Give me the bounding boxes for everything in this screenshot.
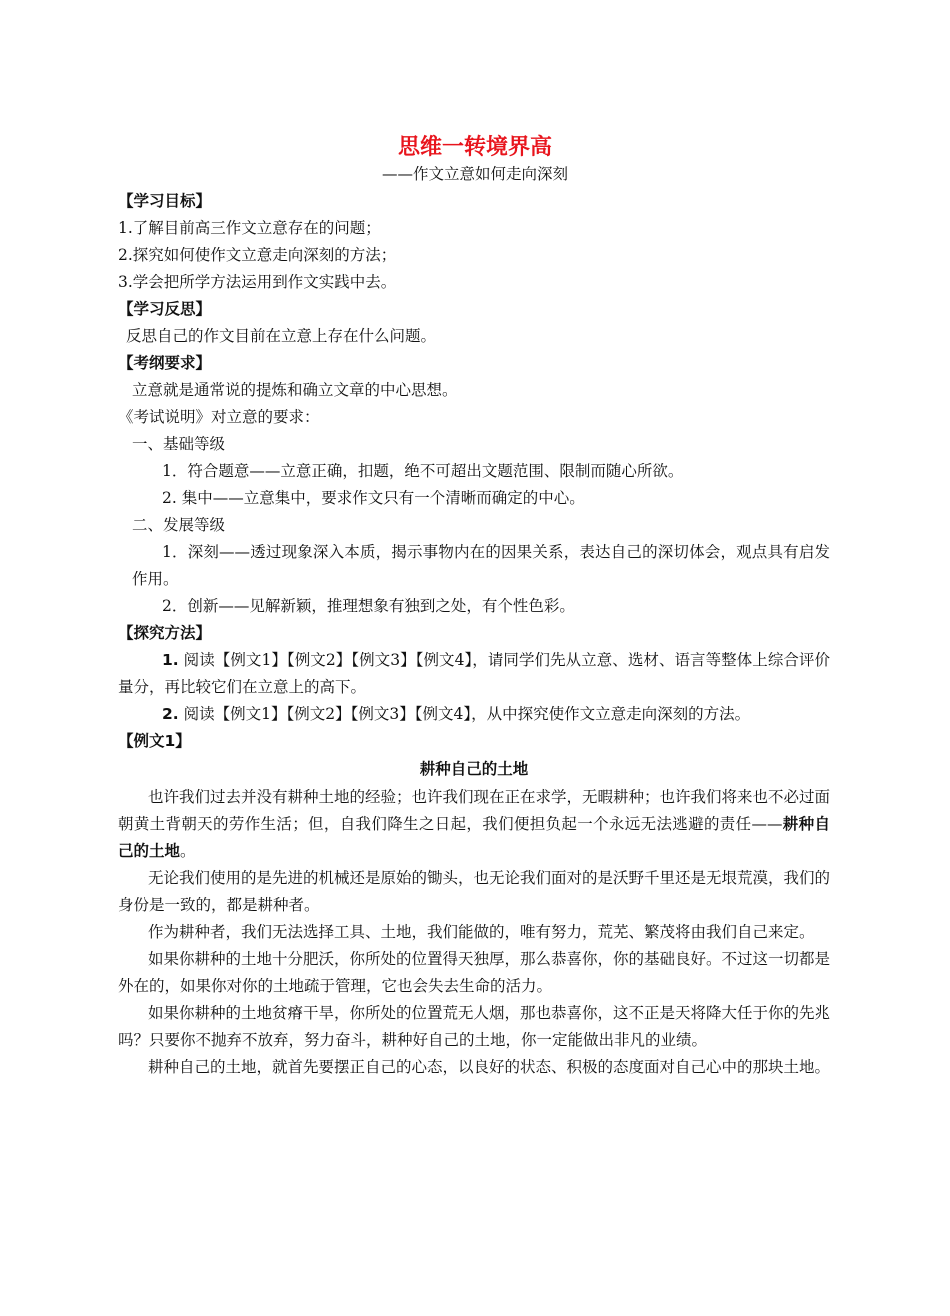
section-heading-reflection: 【学习反思】 [118,300,212,318]
essay-paragraph: 耕种自己的土地，就首先要摆正自己的心态，以良好的状态、积极的态度面对自己心中的那块土地。 [148,1058,831,1076]
level-basic-item: 2. 集中——立意集中，要求作文只有一个清晰而确定的中心。 [162,489,585,507]
level-advanced-item: 2．创新——见解新颖，推理想象有独到之处，有个性色彩。 [162,597,575,615]
method-number: 2. [162,705,179,723]
essay-paragraph: 如果你耕种的土地贫瘠干旱，你所处的位置荒无人烟，那也恭喜你，这不正是天将降大任于你的先兆吗？只要你不抛弃不放弃，努力奋斗，耕种好自己的土地，你一定能做出非凡的业绩。 [118,1004,831,1049]
method-text: 阅读【例文1】【例文2】【例文3】【例文4】，请同学们先从立意、选材、语言等整体上综合评价量分，再比较它们在立意上的高下。 [118,651,830,696]
page-subtitle: ——作文立意如何走向深刻 [381,165,568,183]
essay-paragraph [118,784,830,865]
requirements-intro: 立意就是通常说的提炼和确立文章的中心思想。 [132,381,458,399]
essay-text: 也许我们过去并没有耕种土地的经验；也许我们现在正在求学，无暇耕种；也许我们将来也不必过面朝黄土背朝天的劳作生活；但，自我们降生之日起，我们便担负起一个永远无法逃避的责任—— [118,788,831,833]
level-basic-item: 1．符合题意——立意正确，扣题，绝不可超出文题范围、限制而随心所欲。 [162,462,684,480]
section-heading-goals: 【学习目标】 [118,192,212,210]
essay-paragraph: 作为耕种者，我们无法选择工具、土地，我们能做的，唯有努力，荒芜、繁茂将由我们自己来定。 [148,923,815,941]
method-item [118,647,830,701]
reflection-text: 反思自己的作文目前在立意上存在什么问题。 [126,327,437,345]
level-advanced-item: 1．深刻——透过现象深入本质，揭示事物内在的因果关系，表达自己的深切体会，观点具有启发作用。 [132,543,830,588]
level-basic-heading: 一、基础等级 [132,435,226,453]
section-heading-methods: 【探究方法】 [118,624,212,642]
section-heading-requirements: 【考纲要求】 [118,354,212,372]
exam-description: 《考试说明》对立意的要求： [118,408,320,426]
essay-text: 。 [180,842,196,860]
goal-item: 1.了解目前高三作文立意存在的问题； [118,219,381,237]
essay-paragraph: 无论我们使用的是先进的机械还是原始的锄头，也无论我们面对的是沃野千里还是无垠荒漠，我们的身份是一致的，都是耕种者。 [118,869,831,914]
essay-paragraph: 如果你耕种的土地十分肥沃，你所处的位置得天独厚，那么恭喜你，你的基础良好。不过这一切都是外在的，如果你对你的土地疏于管理，它也会失去生命的活力。 [118,950,831,995]
essay-emphasis: 耕种自己的土地 [118,815,830,860]
document-body [118,188,830,1081]
goal-item: 3.学会把所学方法运用到作文实践中去。 [118,273,397,291]
method-number: 1. [162,651,179,669]
essay-title: 耕种自己的土地 [419,760,529,778]
method-text: 阅读【例文1】【例文2】【例文3】【例文4】，从中探究使作文立意走向深刻的方法。 [183,705,751,723]
section-heading-example1: 【例文1】 [118,732,191,750]
method-item [118,701,830,728]
goal-item: 2.探究如何使作文立意走向深刻的方法； [118,246,397,264]
page-title: 思维一转境界高 [397,135,552,160]
level-advanced-heading: 二、发展等级 [132,516,226,534]
